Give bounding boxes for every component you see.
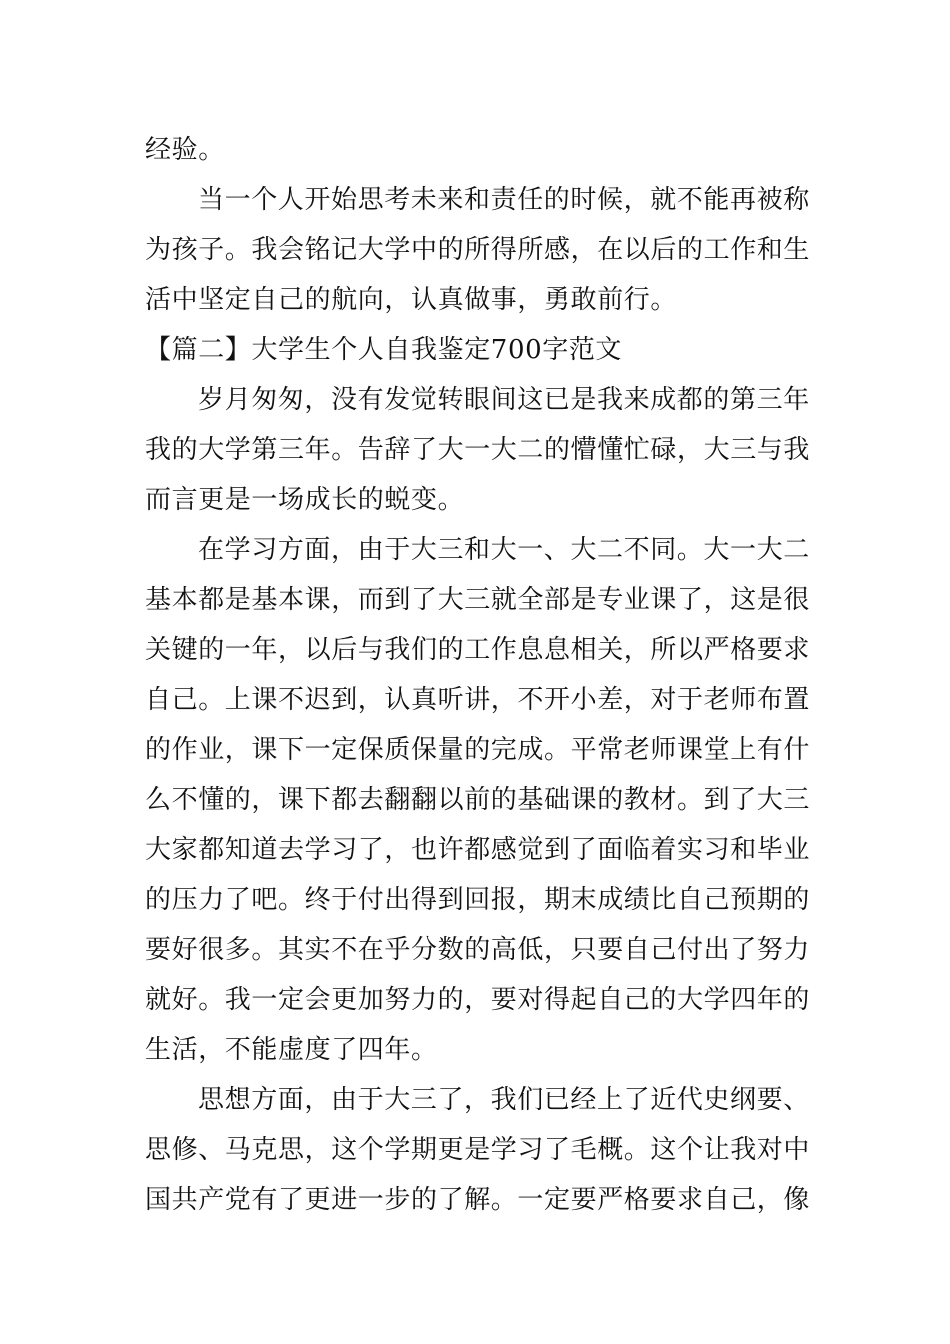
text-line: 大家都知道去学习了，也许都感觉到了面临着实习和毕业 (145, 835, 811, 865)
text-line: 而言更是一场成长的蜕变。 (145, 485, 465, 515)
paragraph-first-line: 在学习方面，由于大三和大一、大二不同。大一大二 (198, 535, 810, 565)
text-line: 经验。 (145, 135, 225, 165)
text-line: 么不懂的，课下都去翻翻以前的基础课的教材。到了大三 (145, 785, 811, 815)
paragraph-first-line: 当一个人开始思考未来和责任的时候，就不能再被称 (198, 185, 810, 215)
text-line: 的作业，课下一定保质保量的完成。平常老师课堂上有什 (145, 735, 811, 765)
text-line: 我的大学第三年。告辞了大一大二的懵懂忙碌，大三与我 (145, 435, 811, 465)
paragraph-first-line: 岁月匆匆，没有发觉转眼间这已是我来成都的第三年 (198, 385, 810, 415)
text-line: 的压力了吧。终于付出得到回报，期末成绩比自己预期的 (145, 885, 811, 915)
text-line: 基本都是基本课，而到了大三就全部是专业课了，这是很 (145, 585, 811, 615)
section-heading: 【篇二】大学生个人自我鉴定700字范文 (145, 335, 623, 365)
paragraph-first-line: 思想方面，由于大三了，我们已经上了近代史纲要、 (198, 1085, 810, 1115)
text-line: 思修、马克思，这个学期更是学习了毛概。这个让我对中 (145, 1135, 811, 1165)
text-line: 为孩子。我会铭记大学中的所得所感，在以后的工作和生 (145, 235, 811, 265)
text-line: 自己。上课不迟到，认真听讲，不开小差，对于老师布置 (145, 685, 811, 715)
text-line: 关键的一年，以后与我们的工作息息相关，所以严格要求 (145, 635, 811, 665)
text-line: 就好。我一定会更加努力的，要对得起自己的大学四年的 (145, 985, 811, 1015)
text-line: 国共产党有了更进一步的了解。一定要严格要求自己，像 (145, 1185, 811, 1215)
text-line: 要好很多。其实不在乎分数的高低，只要自己付出了努力 (145, 935, 811, 965)
text-line: 生活，不能虚度了四年。 (145, 1035, 438, 1065)
text-line: 活中坚定自己的航向，认真做事，勇敢前行。 (145, 285, 678, 315)
